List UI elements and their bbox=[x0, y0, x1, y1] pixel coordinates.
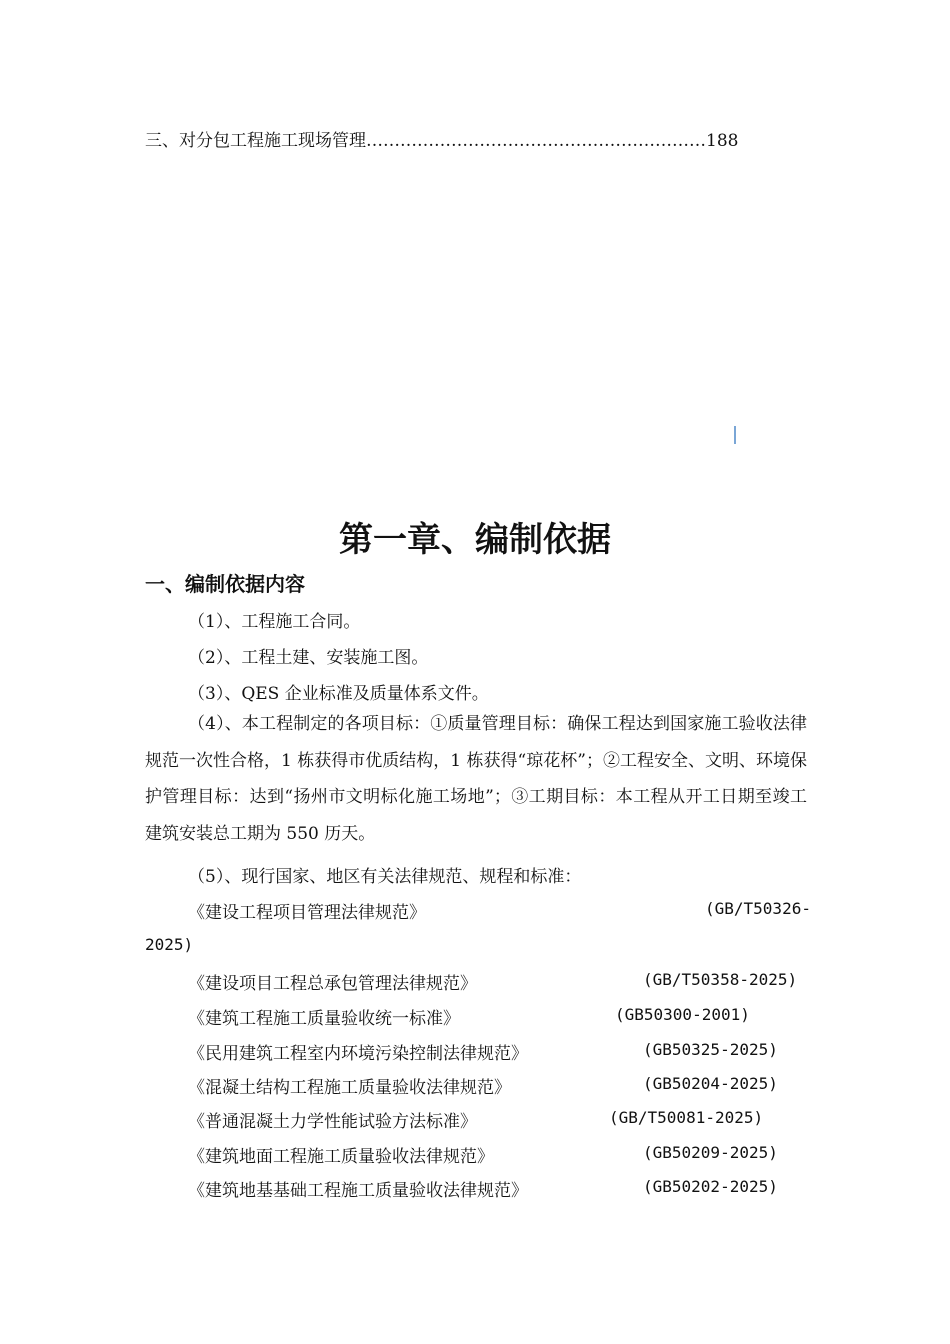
standard-code: (GB50325-2025) bbox=[643, 1040, 778, 1059]
standard-name: 《民用建筑工程室内环境污染控制法律规范》 bbox=[188, 1044, 528, 1064]
standard-name: 《建设工程项目管理法律规范》 bbox=[188, 903, 426, 923]
list-item: （2）、工程土建、安装施工图。 bbox=[188, 648, 429, 668]
standard-code: (GB/T50081-2025) bbox=[609, 1108, 764, 1127]
standard-name: 《建筑地基基础工程施工质量验收法律规范》 bbox=[188, 1181, 528, 1201]
standard-name: 《建设项目工程总承包管理法律规范》 bbox=[188, 974, 477, 994]
standard-code: (GB/T50358-2025) bbox=[643, 970, 798, 989]
standard-code: (GB50204-2025) bbox=[643, 1074, 778, 1093]
standard-name: 《建筑地面工程施工质量验收法律规范》 bbox=[188, 1147, 494, 1167]
standard-code: (GB50209-2025) bbox=[643, 1143, 778, 1162]
toc-entry: 三、对分包工程施工现场管理……………………………………………………188 bbox=[145, 131, 739, 151]
text-cursor bbox=[734, 426, 736, 444]
chapter-title: 第一章、编制依据 bbox=[339, 520, 611, 560]
section-heading: 一、编制依据内容 bbox=[145, 572, 305, 596]
list-item: （1）、工程施工合同。 bbox=[188, 612, 361, 632]
standard-code-continued: 2025) bbox=[145, 935, 194, 954]
standard-code: (GB50300-2001) bbox=[615, 1005, 750, 1024]
standard-code: (GB50202-2025) bbox=[643, 1177, 778, 1196]
list-item: （5）、现行国家、地区有关法律规范、规程和标准： bbox=[188, 867, 582, 887]
standard-code: (GB/T50326- bbox=[705, 899, 811, 918]
goals-paragraph: （4）、本工程制定的各项目标：①质量管理目标：确保工程达到国家施工验收法律规范一次性合格，1 栋获得市优质结构，1 栋获得“琼花杯”；②工程安全、文明、环境保护管理目标：达到“扬州市文明标化施工场地”；③工期目标：本工程从开工日期至竣工建筑安装总工期为 550 历天。 bbox=[145, 714, 807, 844]
list-item: （3）、QES 企业标准及质量体系文件。 bbox=[188, 684, 489, 704]
standard-name: 《混凝土结构工程施工质量验收法律规范》 bbox=[188, 1078, 511, 1098]
standard-name: 《普通混凝土力学性能试验方法标准》 bbox=[188, 1112, 477, 1132]
standard-name: 《建筑工程施工质量验收统一标准》 bbox=[188, 1009, 460, 1029]
